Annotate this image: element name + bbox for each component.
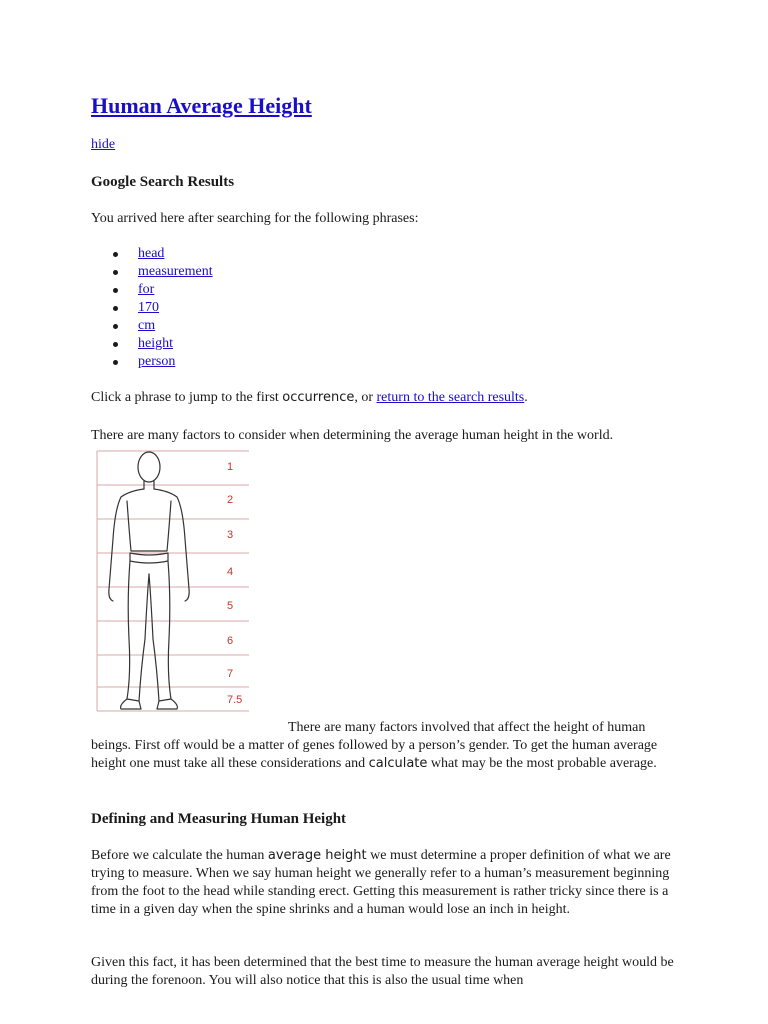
list-item: [91, 263, 213, 281]
jump-middle-text: , or: [354, 390, 377, 405]
section2-paragraph-2: Given this fact, it has been determined that the best time to measure the human average height would be during the forenoon. You will also notice that this is also the usual time when: [91, 955, 674, 988]
section2-p1-a: Before we calculate the human: [91, 848, 268, 863]
body-proportion-figure: [93, 449, 253, 719]
figure-right-arm: [154, 489, 189, 601]
phrase-link-measurement[interactable]: measurement: [138, 264, 213, 279]
phrase-link-for[interactable]: for: [138, 282, 155, 297]
hide-link[interactable]: hide: [91, 137, 116, 152]
page-title-link[interactable]: Human Average Height: [91, 93, 312, 118]
phrase-link-170[interactable]: 170: [138, 300, 159, 315]
figure-right-leg: [149, 561, 171, 701]
proportion-label-7: 7: [227, 668, 234, 680]
figure-torso: [127, 501, 171, 551]
phrase-link-person[interactable]: person: [138, 354, 176, 369]
section2-p1-emph: average height: [267, 848, 367, 863]
factors-line1: There are many factors involved that affect the height of: [288, 720, 604, 735]
search-intro-text: You arrived here after searching for the following phrases:: [91, 211, 419, 226]
factors-part-b: what may be the most probable average.: [427, 756, 657, 771]
factors-paragraph: [91, 719, 675, 773]
proportion-label-2: 2: [227, 494, 234, 506]
return-to-search-link[interactable]: return to the search results: [376, 390, 525, 405]
proportion-label-3: 3: [227, 529, 234, 541]
figure-belt: [130, 553, 168, 563]
list-item: [91, 335, 213, 353]
list-item: [91, 299, 213, 317]
section2-paragraph-1: [91, 847, 679, 919]
phrase-link-head[interactable]: head: [138, 246, 165, 261]
proportion-labels: [227, 461, 242, 706]
list-item: [91, 353, 213, 371]
jump-word-text: occurrence: [282, 390, 355, 405]
page-title: [91, 93, 312, 119]
figure-left-arm: [109, 489, 144, 601]
search-results-heading: Google Search Results: [91, 174, 235, 190]
list-item: [91, 317, 213, 335]
proportion-label-4: 4: [227, 566, 234, 578]
jump-suffix-text: .: [524, 390, 528, 405]
phrase-link-height[interactable]: height: [138, 336, 173, 351]
figure-head: [138, 452, 160, 482]
section-heading-defining: Defining and Measuring Human Height: [91, 811, 347, 827]
jump-instruction: [91, 389, 681, 407]
section2-p1-b: we must determine a proper definition of what we are trying to measure. When we say human height we generally refer to a human’s measurement beginning from the foot to the head while standing erect. Getting this measurement is rather tricky since there is a time in a given day when the spine shrinks and a human would lose an inch in height.: [91, 848, 671, 917]
proportion-label-7-5: 7.5: [227, 694, 243, 706]
proportion-label-1: 1: [227, 461, 234, 473]
phrase-link-cm[interactable]: cm: [138, 318, 156, 333]
list-item: [91, 281, 213, 299]
search-phrase-list: [91, 245, 213, 371]
factors-part-a: human beings. First off would be a matter of genes followed by a person’s gender. To get the human average height one must take all these considerations and: [91, 720, 658, 771]
proportion-label-6: 6: [227, 635, 234, 647]
proportion-label-5: 5: [227, 600, 234, 612]
list-item: [91, 245, 213, 263]
intro-paragraph: There are many factors to consider when determining the average human height in the world.: [91, 428, 614, 443]
figure-left-leg: [127, 561, 149, 701]
factors-emph: calculate: [368, 756, 428, 771]
jump-prefix-text: Click a phrase to jump to the first: [91, 390, 283, 405]
human-figure-drawing: [109, 452, 189, 709]
